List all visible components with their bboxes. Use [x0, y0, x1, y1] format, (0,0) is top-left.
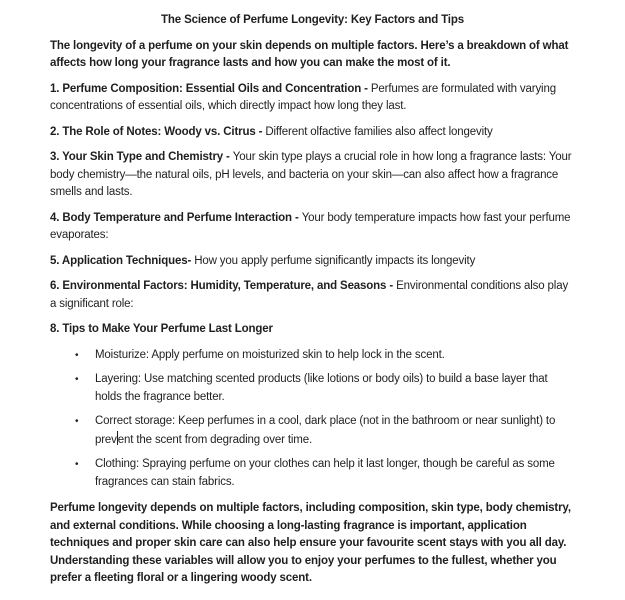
bullet-icon: •	[75, 416, 79, 427]
bullet-icon: •	[75, 459, 79, 470]
list-item-correct-storage[interactable]	[75, 413, 575, 449]
document-title[interactable]: The Science of Perfume Longevity: Key Factors and Tips	[161, 14, 464, 26]
section-paragraph-body-temperature[interactable]	[50, 210, 575, 245]
section-body-environmental: Environmental conditions also play a significant role:	[50, 280, 569, 310]
list-item-text: Layering: Use matching scented products (like lotions or body oils) to build a base layer that holds the fragrance better.	[95, 373, 548, 403]
section-body-composition: Perfumes are formulated with varying concentrations of essential oils, which directly impact how long they last.	[50, 82, 556, 112]
conclusion-paragraph[interactable]: Perfume longevity depends on multiple factors, including composition, skin type, body chemistry, and external conditions. While choosing a long-lasting fragrance is important, application techniques and proper skin care can also help ensure your favourite scent stays with you all day. Understanding these variables will allow you to enjoy your perfumes to the fullest, whether you prefer a fleeting floral or a lingering woody scent.	[50, 502, 571, 584]
section-paragraph-skin-type[interactable]	[50, 149, 575, 202]
list-item-text: Moisturize: Apply perfume on moisturized skin to help lock in the scent.	[95, 348, 445, 361]
tips-heading[interactable]: 8. Tips to Make Your Perfume Last Longer	[50, 323, 273, 335]
text-after-cursor: ent the scent from degrading over time.	[117, 433, 313, 446]
section-body-application: How you apply perfume significantly impacts its longevity	[194, 254, 476, 267]
intro-paragraph[interactable]: The longevity of a perfume on your skin depends on multiple factors. Here’s a breakdown of what affects how long your fragrance lasts and how you can make the most of it.	[50, 39, 569, 69]
section-heading-notes: 2. The Role of Notes: Woody vs. Citrus -	[50, 125, 266, 138]
section-paragraph-environmental[interactable]	[50, 278, 575, 313]
list-item-text: Clothing: Spraying perfume on your clothes can help it last longer, though be careful as some fragrances can stain fabrics.	[95, 458, 555, 488]
section-heading-body-temperature: 4. Body Temperature and Perfume Interaction -	[50, 211, 302, 224]
section-heading-application: 5. Application Techniques-	[50, 254, 195, 267]
section-paragraph-application[interactable]	[50, 253, 575, 271]
list-item-clothing[interactable]	[75, 456, 575, 491]
tips-list	[50, 347, 575, 492]
section-body-body-temperature: Your body temperature impacts how fast your perfume evaporates:	[50, 211, 571, 241]
bullet-icon: •	[75, 349, 79, 361]
list-item-moisturize[interactable]	[75, 347, 575, 365]
section-paragraph-notes[interactable]	[50, 124, 575, 142]
section-heading-composition: 1. Perfume Composition: Essential Oils and Concentration -	[50, 82, 371, 95]
list-item-text	[95, 413, 575, 449]
section-heading-skin-type: 3. Your Skin Type and Chemistry -	[50, 151, 233, 163]
section-paragraph-composition[interactable]	[50, 81, 575, 116]
section-body-skin-type: Your skin type plays a crucial role in how long a fragrance lasts: Your body chemistry—the natural oils, pH levels, and bacteria on your skin—can also affect how a fragrance smells and lasts.	[50, 151, 572, 198]
text-before-cursor: Correct storage: Keep perfumes in a cool, dark place (not in the bathroom or near sunlight) to prev	[95, 415, 556, 446]
section-body-notes: Different olfactive families also affect longevity	[265, 125, 493, 138]
bullet-icon: •	[75, 374, 79, 385]
section-heading-environmental: 6. Environmental Factors: Humidity, Temperature, and Seasons -	[50, 280, 397, 292]
list-item-layering[interactable]	[75, 371, 575, 406]
